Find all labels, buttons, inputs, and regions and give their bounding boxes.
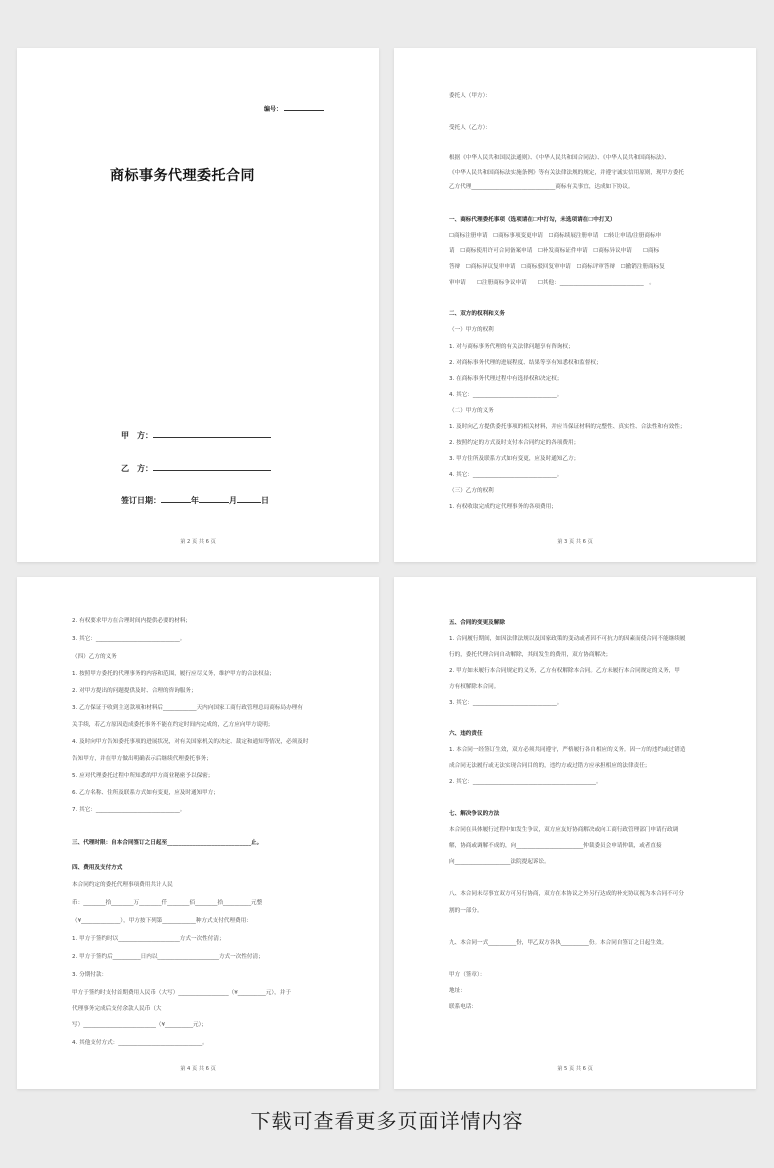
text-line: 甲方于签约时支付首期费用人民币（大写）__________________（¥__________元），并于	[72, 990, 291, 996]
text-line: 1. 甲方于签约时以______________________方式一次性付清；	[72, 936, 225, 942]
text-line: 委托人（甲方）：	[449, 93, 491, 99]
contract-page-cover	[17, 48, 379, 562]
contract-number-field: 编号：	[264, 104, 324, 113]
text-line: 2. 甲方于签约后__________日内以______________________方式一次性付清；	[72, 954, 264, 960]
text-line: 代理事务完成后支付余款人民币（大	[72, 1006, 162, 1012]
text-line: 3. 其它：______________________________。	[449, 700, 563, 706]
text-line: 受托人（乙方）：	[449, 125, 491, 131]
text-line: 1. 对与商标事务代理的有关法律问题享有咨询权；	[449, 344, 574, 350]
text-line: 4. 其他支付方式：______________________________。	[72, 1040, 208, 1046]
text-line: 3. 其它：______________________________。	[72, 636, 186, 642]
text-line: 2. 对甲方提出的问题提供及时、合理的咨询服务；	[72, 688, 197, 694]
text-line: 1. 本合同一经签订生效，双方必须共同遵守，严格履行各自相应的义务。因一方的违约或过错造	[449, 747, 686, 753]
section-heading: 五、合同的变更及解除	[449, 620, 505, 626]
text-line: 3. 在商标事务代理过程中有选择权和决定权；	[449, 376, 563, 382]
text-line: 写）__________________________（¥__________元）；	[72, 1022, 208, 1028]
text-line: 割的一部分。	[449, 908, 483, 914]
text-line: 1. 按照甲方委托的代理事务的内容和范围，履行应尽义务，维护甲方的合法权益；	[72, 671, 275, 677]
text-line: 乙方代理______________________________商标有关事宜，达成如下协议。	[449, 184, 634, 190]
text-line: 6. 乙方名称、住所及联系方式如有变更，应及时通知甲方；	[72, 790, 219, 796]
text-line: 联系电话：	[449, 1004, 477, 1010]
section-heading: 一、商标代理委托事项（选项请在☐中打勾，未选项请在☐中打叉）	[449, 217, 616, 223]
party-a-signature-line: 甲 方：	[121, 429, 271, 441]
text-line: （三）乙方的权利	[449, 488, 494, 494]
text-line: 2. 有权要求甲方在合理时间内提供必要的材料；	[72, 618, 191, 624]
text-line: 3. 乙方保证于收到主送款项和材料后____________天内向国家工商行政管理总局商标局办理有	[72, 705, 303, 711]
text-line: 向____________________法院提起诉讼。	[449, 859, 550, 865]
text-line: （二）甲方的义务	[449, 408, 494, 414]
text-line: 4. 其它：______________________________。	[449, 472, 563, 478]
text-line: 《中华人民共和国商标法实施条例》等有关法律法规的规定，并遵守诚实信用原则，现甲方委托	[449, 170, 684, 176]
page-number: 第 4 页 共 6 页	[180, 1066, 216, 1072]
text-line: 告知甲方，并在甲方做出明确表示后继续代理委托事务；	[72, 756, 212, 762]
text-line: 关手续，若乙方原因造成委托事务不能在约定时间内完成的，乙方应向甲方说明；	[72, 722, 274, 728]
page-number: 第 5 页 共 6 页	[557, 1066, 593, 1072]
download-caption[interactable]: 下载可查看更多页面详情内容	[250, 1109, 524, 1133]
contract-page-4	[394, 577, 756, 1089]
text-line: 1. 及时向乙方提供委托事项的相关材料，并应当保证材料的完整性、真实性、合法性和有效性；	[449, 424, 686, 430]
text-line: 解，协商或调解不成的，向________________________仲裁委员会申请仲裁，或者直接	[449, 843, 662, 849]
text-line: 7. 其它：______________________________。	[72, 807, 186, 813]
text-line: 方有权解除本合同。	[449, 684, 500, 690]
text-line: 2. 对商标事务代理的进展程度、结果等享有知悉权和监督权；	[449, 360, 602, 366]
section-heading: 六、违约责任	[449, 731, 483, 737]
text-line: 八、本合同未尽事宜双方可另行协商，双方在本协议之外另行达成的补充协议视为本合同不可分	[449, 891, 684, 897]
text-line: 3. 甲方住所及联系方式如有变更，应及时通知乙方；	[449, 456, 580, 462]
contract-title: 商标事务代理委托合同	[110, 168, 255, 184]
text-line: （一）甲方的权利	[449, 327, 494, 333]
text-line: 1. 合同履行期间，如因法律法规以及国家政策的变动或者因不可抗力的因素而使合同不能继续履	[449, 636, 686, 642]
section-heading: 七、解决争议的方法	[449, 811, 500, 817]
text-line: 4. 其它：______________________________。	[449, 392, 563, 398]
text-line: （四）乙方的义务	[72, 654, 117, 660]
contract-page-2	[394, 48, 756, 562]
text-line: 成合同无法履行或无法实现合同目的的，违约方或过错方应承担相应的法律责任；	[449, 763, 651, 769]
text-line: 2. 甲方如未履行本合同规定的义务，乙方有权解除本合同。乙方未履行本合同规定的义务，甲	[449, 668, 680, 674]
text-line: 2. 其它：____________________________________________。	[449, 779, 602, 785]
text-line: 本合同在具体履行过程中如发生争议，双方应友好协商解决或向工商行政管理部门申请行政调	[449, 827, 679, 833]
page-number: 第 2 页 共 6 页	[180, 539, 216, 545]
section-heading: 四、费用及支付方式	[72, 865, 123, 871]
text-line: （¥______________），甲方按下列第____________种方式支付代理费用：	[72, 918, 252, 924]
text-line: 答辩 ☐商标异议复审申请 ☐商标驳回复审申请 ☐商标评审答辩 ☐撤销注册商标复	[449, 264, 665, 270]
text-line: 本合同约定的委托代理事项费用共计人民	[72, 882, 173, 888]
page-number: 第 3 页 共 6 页	[557, 539, 593, 545]
contract-page-3	[17, 577, 379, 1089]
text-line: 行的，委托代理合同自动解除，其间发生的费用，双方协商解决；	[449, 652, 612, 658]
text-line: 4. 及时向甲方告知委托事项的进展状况，对有关国家机关的决定、裁定和通知等情况，必须及时	[72, 739, 309, 745]
text-line: 地址：	[449, 988, 466, 994]
text-line: 甲方（签章）：	[449, 972, 486, 978]
text-line: 3. 分期付款：	[72, 972, 108, 978]
text-line: 1. 有权收取完成约定代理事务的各项费用；	[449, 504, 557, 510]
text-line: 审申请 ☐注册商标争议申请 ☐其他：______________________________ 。	[449, 280, 655, 286]
text-line: 2. 按照约定的方式及时支付本合同约定的各项费用；	[449, 440, 580, 446]
text-line: 九、本合同一式__________份，甲乙双方各执__________份。本合同自签订之日起生效。	[449, 940, 668, 946]
text-line: 根据《中华人民共和国民法通则》、《中华人民共和国合同法》、《中华人民共和国商标法》、	[449, 155, 670, 161]
party-b-signature-line: 乙 方：	[121, 462, 271, 474]
text-line: 币：________拾________万________仟________佰________拾__________元整	[72, 900, 263, 906]
text-line: 请 ☐商标使用许可合同备案申请 ☐补发商标证件申请 ☐商标异议申请 ☐商标	[449, 248, 660, 254]
text-line: 5. 应对代理委托过程中所知悉的甲方商业秘密予以保密；	[72, 773, 214, 779]
sign-date-line: 签订日期： 年 月 日	[121, 496, 269, 505]
text-line: ☐商标注册申请 ☐商标事项变更申请 ☐商标续展注册申请 ☐转让申请/注册商标申	[449, 233, 662, 239]
section-heading: 三、代理时限：自本合同签订之日起至______________________________止。	[72, 840, 263, 846]
section-heading: 二、双方的权利和义务	[449, 311, 505, 317]
